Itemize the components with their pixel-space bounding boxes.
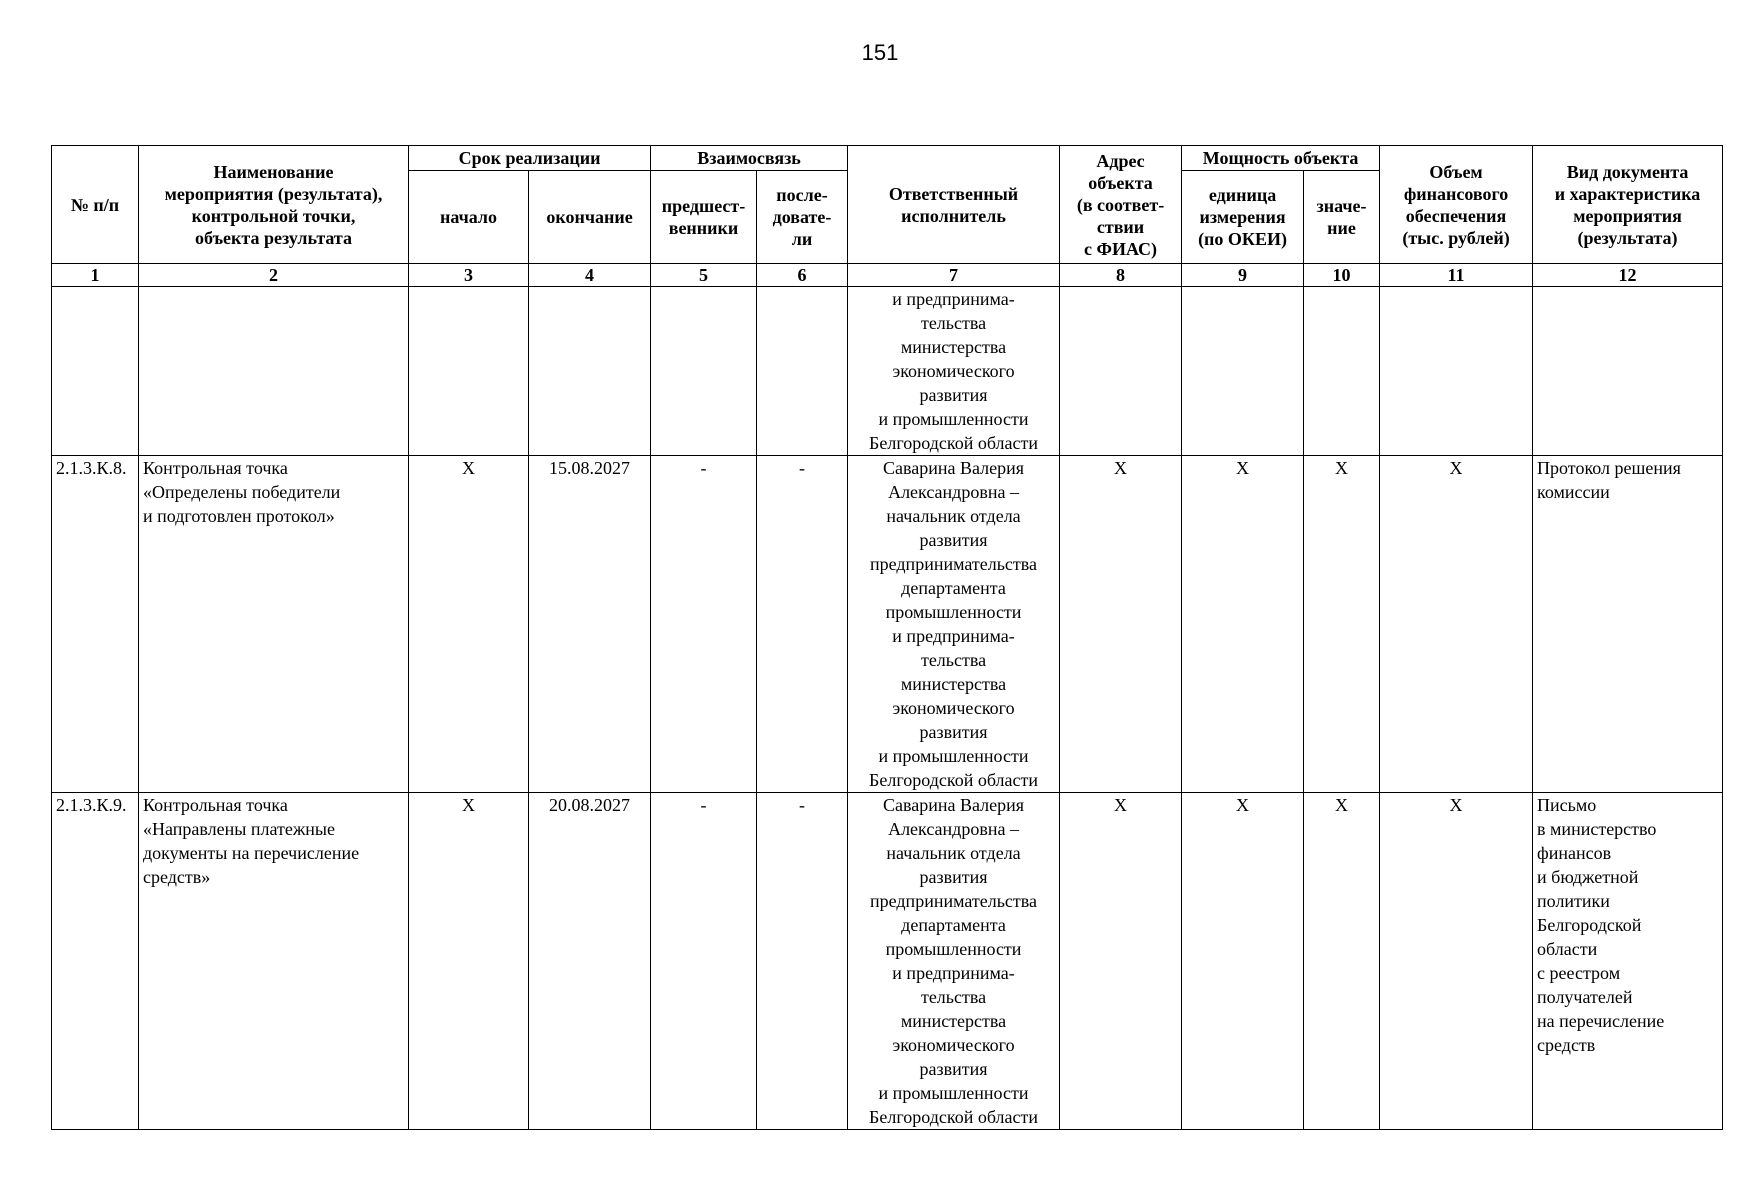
cell-successors: - [757, 456, 848, 793]
cell-finance [1380, 287, 1533, 456]
cell-unit [1182, 287, 1304, 456]
cell-predecessors: - [651, 456, 757, 793]
column-number: 1 [52, 264, 139, 287]
table-row [52, 287, 1723, 456]
column-numbers-row [52, 264, 1723, 287]
table-row [52, 456, 1723, 793]
header-unit: единица измерения (по ОКЕИ) [1182, 171, 1304, 264]
cell-finance: Х [1380, 793, 1533, 1130]
cell-name: Контрольная точка «Направлены платежные документы на перечисление средств» [139, 793, 409, 1130]
cell-responsible: и предпринима- тельства министерства экономического развития и промышленности Белгородской области [848, 287, 1060, 456]
cell-successors [757, 287, 848, 456]
page-number: 151 [861, 40, 899, 65]
cell-value: Х [1304, 456, 1380, 793]
table-header [52, 146, 1723, 287]
cell-id: 2.1.3.К.9. [52, 793, 139, 1130]
column-number: 2 [139, 264, 409, 287]
cell-address: Х [1060, 793, 1182, 1130]
column-number: 12 [1533, 264, 1723, 287]
column-number: 9 [1182, 264, 1304, 287]
cell-name [139, 287, 409, 456]
column-number: 10 [1304, 264, 1380, 287]
header-link-group: Взаимосвязь [651, 146, 848, 171]
cell-end: 20.08.2027 [529, 793, 651, 1130]
cell-predecessors [651, 287, 757, 456]
table-row [52, 793, 1723, 1130]
header-responsible: Ответственный исполнитель [848, 146, 1060, 264]
cell-id: 2.1.3.К.8. [52, 456, 139, 793]
cell-end [529, 287, 651, 456]
cell-responsible: Саварина Валерия Александровна – начальник отдела развития предпринимательства департамента промышленности и предпринима- тельства министерства экономического развития и промышленности Белгородской области [848, 456, 1060, 793]
cell-successors: - [757, 793, 848, 1130]
cell-end: 15.08.2027 [529, 456, 651, 793]
cell-document: Письмо в министерство финансов и бюджетной политики Белгородской области с реестром получателей на перечисление средств [1533, 793, 1723, 1130]
cell-value: Х [1304, 793, 1380, 1130]
cell-address [1060, 287, 1182, 456]
cell-start: Х [409, 793, 529, 1130]
cell-predecessors: - [651, 793, 757, 1130]
activities-table [51, 145, 1723, 1130]
column-number: 5 [651, 264, 757, 287]
cell-document [1533, 287, 1723, 456]
column-number: 11 [1380, 264, 1533, 287]
cell-start: Х [409, 456, 529, 793]
header-power-group: Мощность объекта [1182, 146, 1380, 171]
header-predecessors: предшест- венники [651, 171, 757, 264]
header-name: Наименование мероприятия (результата), контрольной точки, объекта результата [139, 146, 409, 264]
header-document: Вид документа и характеристика мероприятия (результата) [1533, 146, 1723, 264]
cell-responsible: Саварина Валерия Александровна – начальник отдела развития предпринимательства департамента промышленности и предпринима- тельства министерства экономического развития и промышленности Белгородской области [848, 793, 1060, 1130]
column-number: 3 [409, 264, 529, 287]
header-start: начало [409, 171, 529, 264]
cell-address: Х [1060, 456, 1182, 793]
header-finance: Объем финансового обеспечения (тыс. рублей) [1380, 146, 1533, 264]
header-term-group: Срок реализации [409, 146, 651, 171]
header-successors: после- довате- ли [757, 171, 848, 264]
cell-unit: Х [1182, 793, 1304, 1130]
cell-unit: Х [1182, 456, 1304, 793]
header-address: Адрес объекта (в соответ- ствии с ФИАС) [1060, 146, 1182, 264]
cell-finance: Х [1380, 456, 1533, 793]
header-number: № п/п [52, 146, 139, 264]
cell-value [1304, 287, 1380, 456]
header-end: окончание [529, 171, 651, 264]
cell-document: Протокол решения комиссии [1533, 456, 1723, 793]
cell-name: Контрольная точка «Определены победители и подготовлен протокол» [139, 456, 409, 793]
column-number: 8 [1060, 264, 1182, 287]
column-number: 6 [757, 264, 848, 287]
column-number: 7 [848, 264, 1060, 287]
cell-start [409, 287, 529, 456]
header-value: значе- ние [1304, 171, 1380, 264]
cell-id [52, 287, 139, 456]
column-number: 4 [529, 264, 651, 287]
